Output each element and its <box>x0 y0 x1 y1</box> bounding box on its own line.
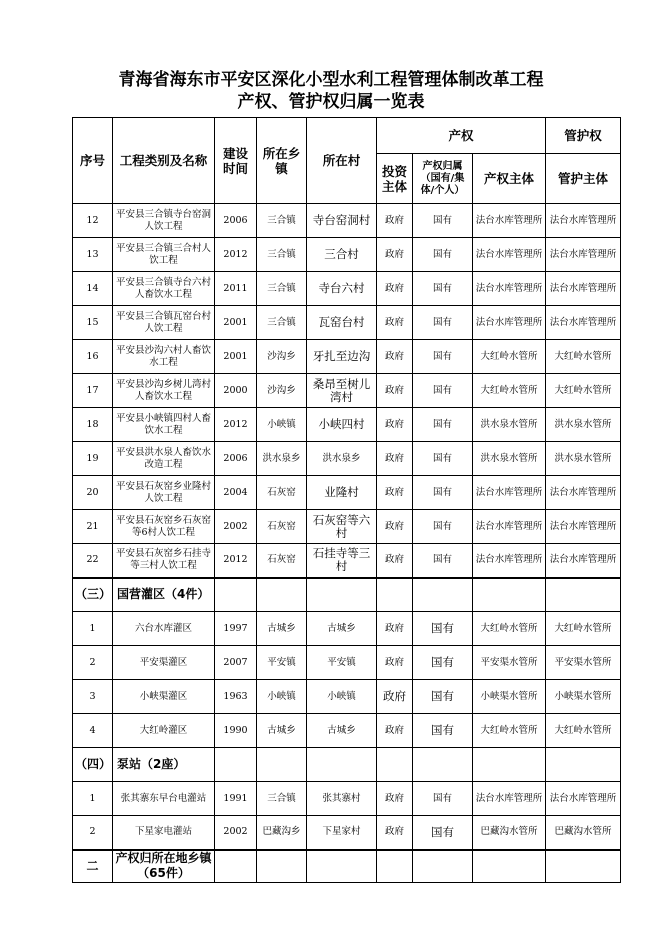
cell-year: 2004 <box>215 476 257 510</box>
cell-manager: 法台水库管理所 <box>546 476 621 510</box>
cell-owner: 法台水库管理所 <box>473 204 546 238</box>
section-row <box>73 850 621 883</box>
cell-name: 小峡渠灌区 <box>113 680 215 714</box>
cell-owner: 平安渠水管所 <box>473 646 546 680</box>
cell-year: 2001 <box>215 340 257 374</box>
cell-year: 2006 <box>215 442 257 476</box>
table-row <box>73 544 621 578</box>
table-row <box>73 782 621 816</box>
page-title-line2: 产权、管护权归属一览表 <box>237 92 425 112</box>
cell-seq: 20 <box>73 476 113 510</box>
cell-investor: 政府 <box>377 510 413 544</box>
cell-township: 洪水泉乡 <box>257 442 307 476</box>
cell-village: 石灰窑等六村 <box>307 510 377 544</box>
cell-year: 1990 <box>215 714 257 748</box>
cell-owner: 法台水库管理所 <box>473 544 546 578</box>
cell-township: 三合镇 <box>257 306 307 340</box>
cell-name: 平安县石灰窑乡石挂寺等三村人饮工程 <box>113 544 215 578</box>
cell-village: 平安镇 <box>307 646 377 680</box>
cell-manager: 平安渠水管所 <box>546 646 621 680</box>
cell-village: 古城乡 <box>307 612 377 646</box>
cell-township: 石灰窑 <box>257 476 307 510</box>
cell-year: 2002 <box>215 816 257 850</box>
table-row <box>73 306 621 340</box>
cell-name: 平安县小峡镇四村人畜饮水工程 <box>113 408 215 442</box>
cell-investor: 政府 <box>377 408 413 442</box>
cell-village: 业隆村 <box>307 476 377 510</box>
cell-village: 小峡四村 <box>307 408 377 442</box>
cell-ownership: 国有 <box>413 238 473 272</box>
cell-name: 平安县石灰窑乡石灰窑等6村人饮工程 <box>113 510 215 544</box>
cell-owner: 洪水泉水管所 <box>473 442 546 476</box>
cell-year: 2000 <box>215 374 257 408</box>
table-row <box>73 340 621 374</box>
cell-ownership: 国有 <box>413 544 473 578</box>
cell-name: 张其寨东早台电灌站 <box>113 782 215 816</box>
cell-year: 2012 <box>215 544 257 578</box>
cell-township: 古城乡 <box>257 714 307 748</box>
cell-seq: 18 <box>73 408 113 442</box>
cell-township: 三合镇 <box>257 204 307 238</box>
table-row <box>73 714 621 748</box>
cell-ownership: 国有 <box>413 204 473 238</box>
table-row <box>73 442 621 476</box>
cell-township: 三合镇 <box>257 238 307 272</box>
table-row <box>73 272 621 306</box>
section-label: 国营灌区（4件） <box>113 578 215 612</box>
table-row <box>73 204 621 238</box>
cell-name: 六台水库灌区 <box>113 612 215 646</box>
cell-manager: 法台水库管理所 <box>546 510 621 544</box>
cell-manager: 大红岭水管所 <box>546 374 621 408</box>
table-row <box>73 612 621 646</box>
cell-manager: 法台水库管理所 <box>546 204 621 238</box>
cell-ownership: 国有 <box>413 646 473 680</box>
cell-ownership: 国有 <box>413 714 473 748</box>
cell-ownership: 国有 <box>413 476 473 510</box>
cell-name: 平安县三合镇三合村人饮工程 <box>113 238 215 272</box>
cell-investor: 政府 <box>377 816 413 850</box>
section-row <box>73 748 621 782</box>
cell-ownership: 国有 <box>413 680 473 714</box>
cell-name: 平安渠灌区 <box>113 646 215 680</box>
cell-village: 寺台六村 <box>307 272 377 306</box>
cell-seq: 16 <box>73 340 113 374</box>
section-label: 产权归所在地乡镇（65件） <box>113 850 215 883</box>
cell-investor: 政府 <box>377 306 413 340</box>
cell-owner: 大红岭水管所 <box>473 714 546 748</box>
cell-manager: 法台水库管理所 <box>546 782 621 816</box>
header-seq: 序号 <box>73 118 113 204</box>
cell-village: 下星家村 <box>307 816 377 850</box>
cell-owner: 法台水库管理所 <box>473 272 546 306</box>
cell-seq: 1 <box>73 782 113 816</box>
header-owner: 产权主体 <box>473 154 546 204</box>
cell-village: 寺台窑洞村 <box>307 204 377 238</box>
cell-village: 瓦窑台村 <box>307 306 377 340</box>
cell-ownership: 国有 <box>413 442 473 476</box>
cell-name: 平安县三合镇寺台六村人畜饮水工程 <box>113 272 215 306</box>
cell-year: 2012 <box>215 238 257 272</box>
cell-manager: 洪水泉水管所 <box>546 408 621 442</box>
cell-manager: 大红岭水管所 <box>546 714 621 748</box>
cell-name: 平安县三合镇瓦窑台村人饮工程 <box>113 306 215 340</box>
cell-seq: 21 <box>73 510 113 544</box>
cell-township: 古城乡 <box>257 612 307 646</box>
header-mgmt-group: 管护权 <box>546 118 621 154</box>
cell-seq: 3 <box>73 680 113 714</box>
cell-manager: 法台水库管理所 <box>546 544 621 578</box>
section-row <box>73 578 621 612</box>
cell-year: 2011 <box>215 272 257 306</box>
cell-name: 下星家电灌站 <box>113 816 215 850</box>
cell-name: 平安县洪水泉人畜饮水改造工程 <box>113 442 215 476</box>
cell-seq: 19 <box>73 442 113 476</box>
cell-investor: 政府 <box>377 680 413 714</box>
cell-manager: 大红岭水管所 <box>546 612 621 646</box>
cell-township: 小峡镇 <box>257 680 307 714</box>
cell-seq: 14 <box>73 272 113 306</box>
cell-seq: 4 <box>73 714 113 748</box>
cell-township: 沙沟乡 <box>257 340 307 374</box>
cell-seq: 22 <box>73 544 113 578</box>
cell-manager: 巴藏沟水管所 <box>546 816 621 850</box>
property-rights-table <box>72 117 621 883</box>
cell-village: 桑昂至树儿湾村 <box>307 374 377 408</box>
cell-name: 平安县石灰窑乡业隆村人饮工程 <box>113 476 215 510</box>
cell-seq: 13 <box>73 238 113 272</box>
header-property-group: 产权 <box>377 118 546 154</box>
cell-ownership: 国有 <box>413 510 473 544</box>
cell-investor: 政府 <box>377 612 413 646</box>
cell-manager: 法台水库管理所 <box>546 238 621 272</box>
header-name: 工程类别及名称 <box>113 118 215 204</box>
cell-seq: 15 <box>73 306 113 340</box>
cell-manager: 大红岭水管所 <box>546 340 621 374</box>
cell-ownership: 国有 <box>413 374 473 408</box>
cell-ownership: 国有 <box>413 612 473 646</box>
cell-ownership: 国有 <box>413 408 473 442</box>
cell-investor: 政府 <box>377 714 413 748</box>
cell-manager: 法台水库管理所 <box>546 306 621 340</box>
table-row <box>73 408 621 442</box>
cell-township: 石灰窑 <box>257 510 307 544</box>
cell-manager: 小峡渠水管所 <box>546 680 621 714</box>
cell-owner: 法台水库管理所 <box>473 510 546 544</box>
cell-village: 张其寨村 <box>307 782 377 816</box>
cell-investor: 政府 <box>377 476 413 510</box>
cell-ownership: 国有 <box>413 816 473 850</box>
header-township: 所在乡镇 <box>257 118 307 204</box>
cell-owner: 大红岭水管所 <box>473 340 546 374</box>
cell-owner: 法台水库管理所 <box>473 782 546 816</box>
cell-year: 1997 <box>215 612 257 646</box>
cell-seq: 2 <box>73 646 113 680</box>
cell-manager: 洪水泉水管所 <box>546 442 621 476</box>
table-row <box>73 476 621 510</box>
cell-investor: 政府 <box>377 646 413 680</box>
table-row <box>73 680 621 714</box>
section-label: 泵站（2座） <box>113 748 215 782</box>
cell-ownership: 国有 <box>413 272 473 306</box>
cell-year: 2006 <box>215 204 257 238</box>
header-year: 建设时间 <box>215 118 257 204</box>
cell-owner: 洪水泉水管所 <box>473 408 546 442</box>
cell-year: 2012 <box>215 408 257 442</box>
table-row <box>73 374 621 408</box>
cell-investor: 政府 <box>377 204 413 238</box>
cell-name: 平安县三合镇寺台窑洞人饮工程 <box>113 204 215 238</box>
header-manager: 管护主体 <box>546 154 621 204</box>
cell-township: 小峡镇 <box>257 408 307 442</box>
cell-ownership: 国有 <box>413 306 473 340</box>
cell-name: 平安县沙沟六村人畜饮水工程 <box>113 340 215 374</box>
section-number: （四） <box>73 748 113 782</box>
cell-township: 沙沟乡 <box>257 374 307 408</box>
cell-owner: 法台水库管理所 <box>473 306 546 340</box>
cell-investor: 政府 <box>377 544 413 578</box>
cell-year: 2001 <box>215 306 257 340</box>
cell-seq: 12 <box>73 204 113 238</box>
cell-village: 石挂寺等三村 <box>307 544 377 578</box>
table-row <box>73 510 621 544</box>
cell-owner: 法台水库管理所 <box>473 238 546 272</box>
cell-seq: 17 <box>73 374 113 408</box>
cell-ownership: 国有 <box>413 340 473 374</box>
cell-year: 1963 <box>215 680 257 714</box>
table-row <box>73 646 621 680</box>
cell-manager: 法台水库管理所 <box>546 272 621 306</box>
cell-ownership: 国有 <box>413 782 473 816</box>
cell-village: 三合村 <box>307 238 377 272</box>
cell-seq: 1 <box>73 612 113 646</box>
cell-village: 洪水泉乡 <box>307 442 377 476</box>
cell-township: 石灰窑 <box>257 544 307 578</box>
cell-year: 2007 <box>215 646 257 680</box>
cell-year: 2002 <box>215 510 257 544</box>
cell-owner: 巴藏沟水管所 <box>473 816 546 850</box>
cell-owner: 大红岭水管所 <box>473 374 546 408</box>
cell-investor: 政府 <box>377 340 413 374</box>
table-row <box>73 816 621 850</box>
cell-investor: 政府 <box>377 782 413 816</box>
cell-village: 小峡镇 <box>307 680 377 714</box>
cell-village: 古城乡 <box>307 714 377 748</box>
page-title-line1: 青海省海东市平安区深化小型水利工程管理体制改革工程 <box>118 70 544 90</box>
cell-investor: 政府 <box>377 238 413 272</box>
header-investor: 投资主体 <box>377 154 413 204</box>
section-number: 二 <box>73 850 113 883</box>
cell-village: 牙扎至边沟 <box>307 340 377 374</box>
cell-township: 三合镇 <box>257 272 307 306</box>
cell-seq: 2 <box>73 816 113 850</box>
cell-township: 三合镇 <box>257 782 307 816</box>
cell-investor: 政府 <box>377 272 413 306</box>
cell-township: 巴藏沟乡 <box>257 816 307 850</box>
cell-investor: 政府 <box>377 374 413 408</box>
cell-township: 平安镇 <box>257 646 307 680</box>
table-row <box>73 238 621 272</box>
cell-owner: 小峡渠水管所 <box>473 680 546 714</box>
header-ownership: 产权归属（国有/集体/个人） <box>413 154 473 204</box>
cell-owner: 法台水库管理所 <box>473 476 546 510</box>
section-number: （三） <box>73 578 113 612</box>
cell-name: 大红岭灌区 <box>113 714 215 748</box>
cell-owner: 大红岭水管所 <box>473 612 546 646</box>
cell-investor: 政府 <box>377 442 413 476</box>
cell-name: 平安县沙沟乡树儿湾村人畜饮水工程 <box>113 374 215 408</box>
header-village: 所在村 <box>307 118 377 204</box>
cell-year: 1991 <box>215 782 257 816</box>
